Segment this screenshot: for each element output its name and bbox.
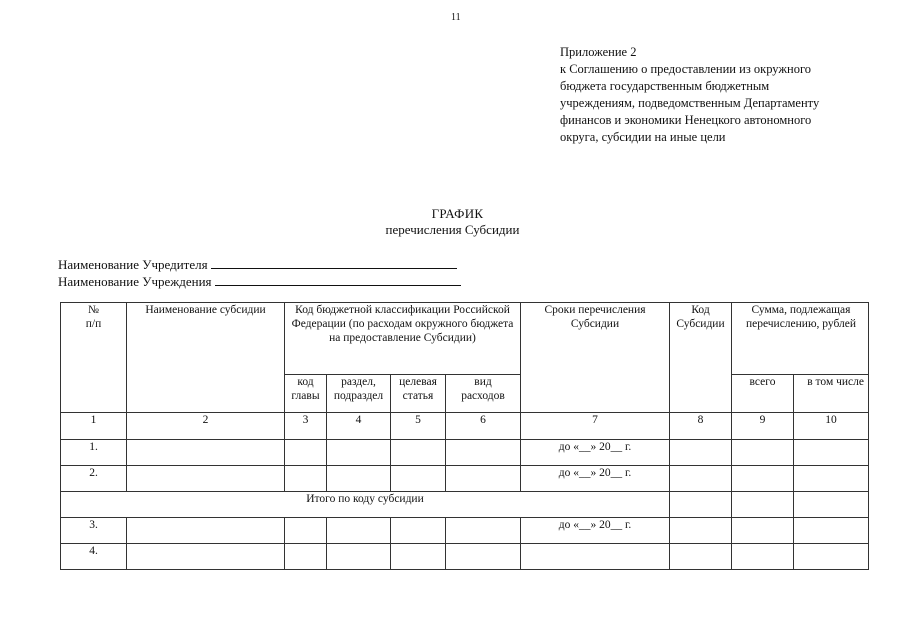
cell-amount-including[interactable] — [794, 492, 869, 518]
appendix-line: округа, субсидии на иные цели — [560, 130, 726, 144]
cell-transfer-date[interactable]: до «__» 20__ г. — [521, 440, 670, 466]
cell-target[interactable] — [391, 518, 446, 544]
cell-chapter[interactable] — [285, 544, 327, 570]
column-number-row — [61, 413, 869, 440]
header-transfer-dates: Сроки перечисления Субсидии — [521, 303, 670, 413]
header-budget-classification: Код бюджетной классификации Российской Федерации (по расходам окружного бюджета на предоставление Субсидии) — [285, 303, 521, 375]
document-title — [0, 206, 905, 238]
cell-amount-including[interactable] — [794, 544, 869, 570]
appendix-line: бюджета государственным бюджетным — [560, 79, 770, 93]
table-row — [61, 544, 869, 570]
cell-expense-type[interactable] — [446, 518, 521, 544]
appendix-line: финансов и экономики Ненецкого автономного — [560, 113, 812, 127]
column-number: 5 — [391, 413, 446, 440]
cell-section[interactable] — [327, 466, 391, 492]
cell-target[interactable] — [391, 466, 446, 492]
cell-subsidy-code[interactable] — [670, 544, 732, 570]
column-number: 1 — [61, 413, 127, 440]
cell-section[interactable] — [327, 440, 391, 466]
cell-transfer-date[interactable]: до «__» 20__ г. — [521, 518, 670, 544]
cell-amount-including[interactable] — [794, 518, 869, 544]
cell-subsidy-name[interactable] — [127, 466, 285, 492]
header-number — [61, 303, 127, 413]
cell-amount-total[interactable] — [732, 492, 794, 518]
cell-transfer-date[interactable] — [521, 544, 670, 570]
cell-expense-type[interactable] — [446, 466, 521, 492]
cell-transfer-date[interactable]: до «__» 20__ г. — [521, 466, 670, 492]
header-chapter-code: код главы — [285, 375, 327, 413]
cell-expense-type[interactable] — [446, 544, 521, 570]
institution-blank-line — [215, 273, 461, 286]
cell-section[interactable] — [327, 518, 391, 544]
cell-subsidy-name[interactable] — [127, 518, 285, 544]
cell-chapter[interactable] — [285, 518, 327, 544]
cell-chapter[interactable] — [285, 466, 327, 492]
cell-amount-total[interactable] — [732, 440, 794, 466]
header-amount-including: в том числе — [794, 375, 869, 413]
column-number: 7 — [521, 413, 670, 440]
column-number: 3 — [285, 413, 327, 440]
cell-subsidy-name[interactable] — [127, 440, 285, 466]
cell-subsidy-code[interactable] — [670, 466, 732, 492]
header-subsidy-code: Код Субсидии — [670, 303, 732, 413]
row-number: 1. — [61, 440, 127, 466]
institution-field — [58, 273, 461, 290]
header-fields — [58, 256, 461, 290]
row-number: 3. — [61, 518, 127, 544]
cell-section[interactable] — [327, 544, 391, 570]
column-number: 4 — [327, 413, 391, 440]
header-section: раздел, подраздел — [327, 375, 391, 413]
appendix-line: учреждениям, подведомственным Департаменту — [560, 96, 820, 110]
institution-label: Наименование Учреждения — [58, 274, 212, 289]
cell-subsidy-code[interactable] — [670, 518, 732, 544]
cell-amount-including[interactable] — [794, 440, 869, 466]
page-number: 11 — [451, 12, 461, 23]
cell-subsidy-code[interactable] — [670, 492, 732, 518]
table-row — [61, 440, 869, 466]
column-number: 6 — [446, 413, 521, 440]
cell-expense-type[interactable] — [446, 440, 521, 466]
cell-amount-total[interactable] — [732, 466, 794, 492]
row-number: 4. — [61, 544, 127, 570]
header-amount: Сумма, подлежащая перечислению, рублей — [732, 303, 869, 375]
header-subsidy-name: Наименование субсидии — [127, 303, 285, 413]
cell-target[interactable] — [391, 544, 446, 570]
cell-chapter[interactable] — [285, 440, 327, 466]
column-number: 8 — [670, 413, 732, 440]
header-number-sign: № — [88, 304, 99, 316]
column-number: 9 — [732, 413, 794, 440]
payment-schedule-table — [60, 302, 869, 570]
subtotal-row — [61, 492, 869, 518]
column-number: 2 — [127, 413, 285, 440]
header-amount-total: всего — [732, 375, 794, 413]
cell-target[interactable] — [391, 440, 446, 466]
header-target-article: целевая статья — [391, 375, 446, 413]
row-number: 2. — [61, 466, 127, 492]
founder-field — [58, 256, 461, 273]
cell-amount-including[interactable] — [794, 466, 869, 492]
header-number-abbr: п/п — [85, 318, 102, 330]
appendix-note — [560, 44, 819, 146]
cell-amount-total[interactable] — [732, 518, 794, 544]
title-subtitle: перечисления Субсидии — [385, 222, 520, 237]
table-row — [61, 466, 869, 492]
subtotal-label: Итого по коду субсидии — [61, 492, 670, 518]
table-header-row — [61, 303, 869, 375]
appendix-line: Приложение 2 — [560, 45, 637, 59]
column-number: 10 — [794, 413, 869, 440]
header-expense-type: вид расходов — [446, 375, 521, 413]
appendix-line: к Соглашению о предоставлении из окружного — [560, 62, 812, 76]
founder-label: Наименование Учредителя — [58, 257, 208, 272]
table-row — [61, 518, 869, 544]
title-main: ГРАФИК — [431, 206, 484, 221]
cell-subsidy-name[interactable] — [127, 544, 285, 570]
cell-amount-total[interactable] — [732, 544, 794, 570]
founder-blank-line — [211, 256, 457, 269]
cell-subsidy-code[interactable] — [670, 440, 732, 466]
